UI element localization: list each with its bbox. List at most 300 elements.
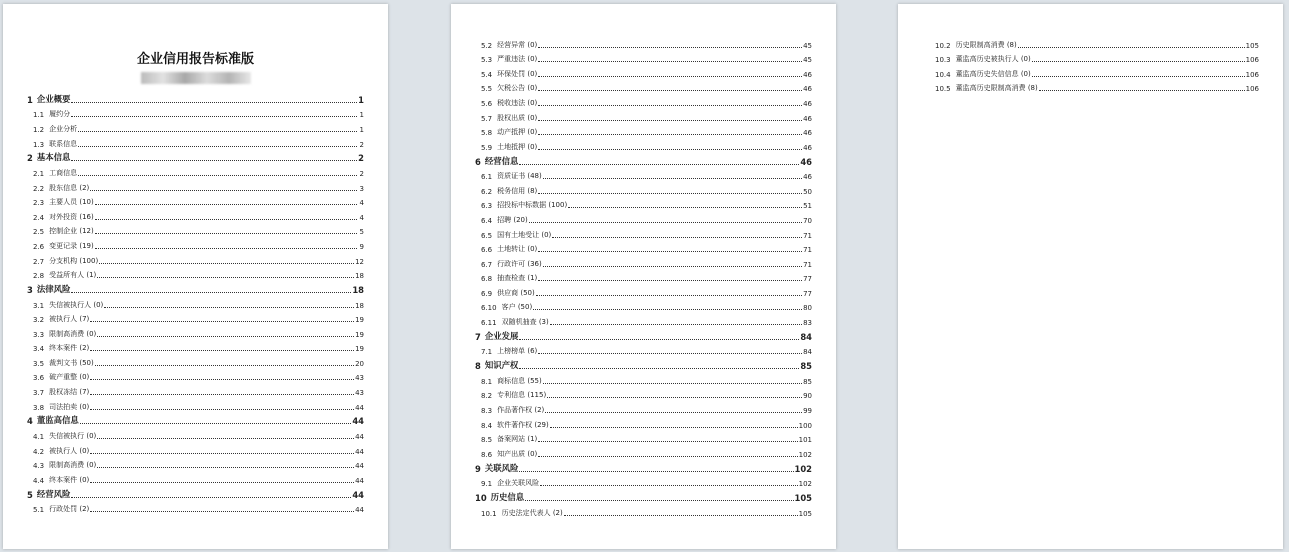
dot-leader [538, 90, 802, 91]
toc-entry-number: 5.1 [33, 506, 45, 515]
dot-leader [538, 251, 802, 252]
toc-entry-number: 2 [27, 153, 33, 164]
toc-page-number: 44 [355, 447, 364, 456]
toc-entry-number: 9.1 [481, 480, 493, 489]
document-page-3 [898, 4, 1283, 549]
toc-page-number: 84 [803, 348, 812, 357]
toc-page-number: 2 [359, 140, 364, 149]
toc-page-number: 2 [359, 169, 364, 178]
table-of-contents [475, 35, 812, 518]
toc-entry[interactable] [475, 342, 812, 357]
dot-leader [538, 105, 802, 106]
toc-entry-label: 主要人员 (10) [49, 198, 94, 207]
dot-leader [71, 116, 357, 117]
dot-leader [543, 383, 802, 384]
toc-entry-number: 6.7 [481, 260, 493, 269]
toc-entry[interactable] [475, 400, 812, 415]
toc-page-number: 80 [803, 304, 812, 313]
toc-page-number: 46 [803, 173, 812, 182]
toc-entry-number: 3 [27, 284, 33, 295]
toc-entry-number: 2.3 [33, 199, 45, 208]
toc-entry[interactable] [27, 324, 364, 339]
toc-entry-label: 企业关联风险 [497, 479, 540, 488]
toc-entry-number: 6.10 [481, 304, 497, 313]
toc-entry-label: 税收违法 (0) [497, 98, 538, 107]
table-of-contents [27, 90, 364, 514]
dot-leader [519, 368, 799, 369]
toc-page-number: 45 [803, 56, 812, 65]
toc-entry-number: 8.3 [481, 407, 493, 416]
toc-entry-label: 企业分析 [49, 124, 78, 133]
toc-entry-number: 1.2 [33, 125, 45, 134]
toc-entry-label: 基本信息 [36, 152, 71, 163]
toc-entry[interactable] [475, 254, 812, 269]
report-title: 企业信用报告标准版 [136, 52, 254, 67]
toc-entry[interactable] [929, 50, 1259, 65]
toc-entry[interactable] [475, 269, 812, 284]
toc-page-number: 19 [355, 316, 364, 325]
dot-leader [550, 324, 802, 325]
toc-entry-label: 抽查检查 (1) [497, 274, 538, 283]
toc-page-number: 83 [803, 319, 812, 328]
toc-entry-number: 4.2 [33, 447, 45, 456]
dot-leader [543, 178, 802, 179]
document-page-2 [451, 4, 836, 549]
dot-leader [550, 427, 798, 428]
toc-entry[interactable] [27, 178, 364, 193]
toc-page-number: 45 [803, 41, 812, 50]
toc-entry-number: 3.2 [33, 316, 45, 325]
toc-entry[interactable] [475, 474, 812, 489]
dot-leader [71, 292, 351, 293]
toc-page-number: 18 [355, 272, 364, 281]
redacted-company-name [141, 72, 251, 84]
toc-entry-label: 严重违法 (0) [497, 55, 538, 64]
toc-entry[interactable] [27, 295, 364, 310]
toc-entry-label: 终本案件 (0) [49, 475, 90, 484]
toc-page-number: 19 [355, 345, 364, 354]
toc-entry-number: 7 [475, 331, 481, 342]
toc-entry[interactable] [475, 283, 812, 298]
dot-leader [552, 237, 802, 238]
toc-entry-number: 4.3 [33, 462, 45, 471]
toc-page-number: 50 [803, 187, 812, 196]
toc-page-number: 44 [355, 476, 364, 485]
dot-leader [71, 102, 357, 103]
toc-page-number: 43 [355, 389, 364, 398]
toc-entry-number: 5.2 [481, 41, 493, 50]
toc-entry[interactable] [27, 310, 364, 325]
dot-leader [78, 146, 357, 147]
dot-leader [95, 248, 357, 249]
toc-entry-number: 2.4 [33, 213, 45, 222]
toc-entry-number: 5.3 [481, 56, 493, 65]
toc-entry[interactable] [27, 500, 364, 515]
toc-entry-label: 限制高消费 (0) [49, 329, 97, 338]
document-page-1 [3, 4, 388, 549]
dot-leader [90, 379, 354, 380]
toc-page-number: 99 [803, 407, 812, 416]
toc-page-number: 1 [358, 94, 364, 105]
toc-entry-label: 历史法定代表人 (2) [501, 508, 563, 517]
toc-page-number: 18 [355, 301, 364, 310]
toc-entry-label: 破产重整 (0) [49, 373, 90, 382]
dot-leader [538, 353, 802, 354]
toc-entry-number: 3.7 [33, 389, 45, 398]
toc-entry-number: 5.7 [481, 114, 493, 123]
toc-page-number: 44 [355, 433, 364, 442]
toc-entry[interactable] [929, 64, 1259, 79]
toc-entry-number: 6 [475, 156, 481, 167]
dot-leader [564, 515, 798, 516]
toc-page-number: 19 [355, 330, 364, 339]
toc-entry[interactable] [27, 426, 364, 441]
toc-entry-label: 司法拍卖 (0) [49, 402, 90, 411]
dot-leader [538, 456, 797, 457]
toc-page-number: 105 [798, 509, 812, 518]
toc-page-number: 84 [800, 331, 812, 342]
toc-entry-label: 行政许可 (36) [497, 259, 542, 268]
dot-leader [519, 164, 799, 165]
dot-leader [538, 149, 802, 150]
toc-entry[interactable] [475, 35, 812, 50]
toc-entry[interactable] [27, 193, 364, 208]
toc-entry[interactable] [475, 93, 812, 108]
dot-leader [545, 412, 802, 413]
toc-entry[interactable] [475, 298, 812, 313]
toc-entry-number: 10 [475, 493, 487, 504]
toc-entry[interactable] [27, 105, 364, 120]
dot-leader [519, 471, 793, 472]
toc-entry-number: 2.2 [33, 184, 45, 193]
toc-entry[interactable] [475, 181, 812, 196]
toc-entry-label: 股权冻结 (7) [49, 388, 90, 397]
toc-entry-label: 限制高消费 (0) [49, 461, 97, 470]
toc-page-number: 105 [794, 493, 812, 504]
table-of-contents [929, 35, 1259, 93]
dot-leader [547, 397, 802, 398]
toc-section-heading[interactable] [27, 412, 364, 427]
toc-section-heading[interactable] [27, 149, 364, 164]
toc-entry[interactable] [475, 240, 812, 255]
toc-entry-label: 终本案件 (2) [49, 344, 90, 353]
toc-entry-number: 3.8 [33, 403, 45, 412]
toc-entry-number: 6.8 [481, 275, 493, 284]
toc-entry[interactable] [475, 503, 812, 518]
toc-entry-number: 3.5 [33, 359, 45, 368]
toc-entry[interactable] [475, 64, 812, 79]
dot-leader [1018, 47, 1245, 48]
dot-leader [533, 309, 802, 310]
toc-section-heading[interactable] [475, 488, 812, 503]
dot-leader [538, 120, 802, 121]
dot-leader [543, 266, 802, 267]
toc-entry[interactable] [475, 79, 812, 94]
toc-entry-label: 工商信息 [49, 168, 78, 177]
dot-leader [95, 365, 354, 366]
toc-entry-number: 5 [27, 489, 33, 500]
toc-page-number: 18 [352, 284, 364, 295]
dot-leader [97, 336, 354, 337]
dot-leader [104, 307, 354, 308]
toc-entry-label: 董监高历史被执行人 (0) [955, 55, 1031, 64]
dot-leader [78, 131, 357, 132]
toc-entry[interactable] [475, 415, 812, 430]
toc-entry[interactable] [475, 50, 812, 65]
toc-page-number: 77 [803, 275, 812, 284]
toc-entry[interactable] [929, 35, 1259, 50]
toc-section-heading[interactable] [27, 90, 364, 105]
toc-entry[interactable] [475, 108, 812, 123]
toc-entry-label: 联系信息 [49, 139, 78, 148]
toc-entry[interactable] [475, 430, 812, 445]
dot-leader [97, 438, 354, 439]
toc-entry-number: 6.9 [481, 289, 493, 298]
dot-leader [90, 511, 354, 512]
toc-entry-number: 2.5 [33, 228, 45, 237]
toc-page-number: 46 [803, 129, 812, 138]
toc-page-number: 5 [359, 228, 364, 237]
toc-entry-label: 国有土地受让 (0) [497, 230, 552, 239]
dot-leader [90, 394, 354, 395]
toc-page-number: 71 [803, 231, 812, 240]
toc-entry-label: 控制企业 (12) [49, 227, 94, 236]
toc-entry[interactable] [27, 236, 364, 251]
toc-entry-label: 备案网站 (1) [497, 435, 538, 444]
toc-entry[interactable] [27, 266, 364, 281]
toc-page-number: 85 [803, 377, 812, 386]
toc-entry-label: 软件著作权 (29) [497, 420, 549, 429]
toc-entry-number: 10.5 [935, 85, 951, 94]
dot-leader [90, 190, 357, 191]
toc-entry-label: 法律风险 [36, 283, 71, 294]
dot-leader [1032, 61, 1245, 62]
toc-entry[interactable] [27, 163, 364, 178]
toc-section-heading[interactable] [475, 327, 812, 342]
toc-page-number: 71 [803, 246, 812, 255]
toc-entry[interactable] [27, 456, 364, 471]
toc-entry[interactable] [475, 167, 812, 182]
toc-entry-label: 知识产权 [484, 360, 519, 371]
toc-entry[interactable] [27, 441, 364, 456]
toc-section-heading[interactable] [27, 485, 364, 500]
toc-entry-label: 供应商 (50) [497, 288, 535, 297]
toc-entry-label: 经营信息 [484, 155, 519, 166]
dot-leader [540, 485, 797, 486]
dot-leader [90, 482, 354, 483]
toc-entry-label: 历史限制高消费 (8) [955, 40, 1017, 49]
toc-page-number: 106 [1245, 85, 1259, 94]
toc-entry-label: 董监高信息 [36, 415, 79, 426]
toc-entry-label: 被执行人 (7) [49, 315, 90, 324]
toc-entry-number: 8.4 [481, 421, 493, 430]
toc-entry-label: 上榜榜单 (6) [497, 347, 538, 356]
toc-entry[interactable] [27, 339, 364, 354]
toc-entry[interactable] [27, 119, 364, 134]
toc-entry-number: 10.1 [481, 509, 497, 518]
toc-entry[interactable] [27, 222, 364, 237]
toc-entry-label: 失信被执行人 (0) [49, 300, 104, 309]
toc-entry-number: 5.9 [481, 143, 493, 152]
toc-entry[interactable] [475, 210, 812, 225]
toc-entry[interactable] [27, 470, 364, 485]
toc-page-number: 71 [803, 260, 812, 269]
toc-entry[interactable] [27, 251, 364, 266]
dot-leader [538, 280, 802, 281]
toc-page-number: 9 [359, 242, 364, 251]
toc-page-number: 85 [800, 361, 812, 372]
toc-entry[interactable] [475, 225, 812, 240]
dot-leader [529, 222, 802, 223]
toc-section-heading[interactable] [27, 280, 364, 295]
toc-page-number: 1 [359, 125, 364, 134]
toc-entry-label: 股权出质 (0) [497, 113, 538, 122]
toc-entry-number: 8 [475, 361, 481, 372]
toc-entry-label: 变更记录 (19) [49, 241, 94, 250]
dot-leader [97, 467, 354, 468]
toc-page-number: 102 [798, 480, 812, 489]
toc-entry-label: 经营异常 (0) [497, 40, 538, 49]
toc-entry-number: 6.11 [481, 319, 497, 328]
toc-entry-label: 资质证书 (48) [497, 172, 542, 181]
dot-leader [1039, 90, 1245, 91]
toc-entry-number: 8.5 [481, 436, 493, 445]
toc-page-number: 100 [798, 421, 812, 430]
toc-entry-number: 6.1 [481, 173, 493, 182]
toc-entry-number: 3.3 [33, 330, 45, 339]
toc-entry-number: 3.4 [33, 345, 45, 354]
toc-page-number: 43 [355, 374, 364, 383]
toc-page-number: 44 [352, 489, 364, 500]
toc-page-number: 44 [355, 462, 364, 471]
toc-entry-number: 5.8 [481, 129, 493, 138]
toc-entry-label: 招聘 (20) [497, 215, 528, 224]
toc-section-heading[interactable] [475, 152, 812, 167]
toc-entry[interactable] [27, 368, 364, 383]
toc-entry[interactable] [27, 353, 364, 368]
toc-entry-label: 动产抵押 (0) [497, 128, 538, 137]
dot-leader [95, 233, 357, 234]
toc-section-heading[interactable] [475, 459, 812, 474]
toc-entry-number: 5.4 [481, 70, 493, 79]
dot-leader [90, 350, 354, 351]
toc-page-number: 44 [352, 416, 364, 427]
toc-page-number: 51 [803, 202, 812, 211]
toc-page-number: 90 [803, 392, 812, 401]
toc-entry[interactable] [475, 137, 812, 152]
toc-entry-label: 董监高历史失信信息 (0) [955, 69, 1031, 78]
toc-page-number: 46 [800, 156, 812, 167]
toc-entry[interactable] [475, 312, 812, 327]
toc-entry-number: 1 [27, 94, 33, 105]
toc-entry-number: 2.6 [33, 242, 45, 251]
dot-leader [95, 219, 357, 220]
toc-entry[interactable] [929, 79, 1259, 94]
toc-entry-label: 股东信息 (2) [49, 183, 90, 192]
toc-entry-label: 对外投资 (16) [49, 212, 94, 221]
toc-entry-number: 1.3 [33, 140, 45, 149]
toc-entry-number: 5.5 [481, 85, 493, 94]
dot-leader [71, 497, 351, 498]
toc-entry-number: 5.6 [481, 99, 493, 108]
toc-entry-number: 6.5 [481, 231, 493, 240]
toc-entry-number: 6.2 [481, 187, 493, 196]
toc-page-number: 46 [803, 114, 812, 123]
dot-leader [71, 160, 357, 161]
toc-entry-number: 8.1 [481, 377, 493, 386]
toc-entry-label: 被执行人 (0) [49, 446, 90, 455]
toc-entry-label: 双随机抽查 (3) [501, 318, 549, 327]
toc-page-number: 44 [355, 403, 364, 412]
toc-entry-number: 2.1 [33, 169, 45, 178]
dot-leader [538, 441, 797, 442]
toc-entry-label: 税务信用 (8) [497, 186, 538, 195]
toc-entry-label: 企业概要 [36, 93, 71, 104]
toc-entry[interactable] [27, 134, 364, 149]
toc-page-number: 20 [355, 359, 364, 368]
toc-entry[interactable] [475, 196, 812, 211]
dot-leader [538, 47, 802, 48]
toc-entry-label: 土地转让 (0) [497, 245, 538, 254]
toc-entry-label: 环保处罚 (0) [497, 69, 538, 78]
dot-leader [90, 409, 354, 410]
toc-page-number: 2 [358, 153, 364, 164]
toc-entry[interactable] [475, 444, 812, 459]
dot-leader [90, 453, 354, 454]
toc-page-number: 70 [803, 216, 812, 225]
toc-entry-label: 行政处罚 (2) [49, 505, 90, 514]
toc-entry[interactable] [27, 397, 364, 412]
toc-entry-label: 历史信息 [490, 492, 525, 503]
dot-leader [519, 339, 799, 340]
toc-page-number: 106 [1245, 70, 1259, 79]
toc-entry-number: 3.1 [33, 301, 45, 310]
dot-leader [95, 204, 357, 205]
toc-page-number: 46 [803, 143, 812, 152]
toc-entry-label: 裁判文书 (50) [49, 358, 94, 367]
toc-entry-number: 4.4 [33, 476, 45, 485]
toc-entry-label: 商标信息 (55) [497, 376, 542, 385]
toc-entry-label: 履约分 [49, 110, 71, 119]
toc-page-number: 77 [803, 289, 812, 298]
toc-entry-label: 客户 (50) [501, 303, 533, 312]
toc-entry[interactable] [27, 207, 364, 222]
toc-entry-number: 6.6 [481, 246, 493, 255]
toc-entry-label: 关联风险 [484, 462, 519, 473]
toc-entry[interactable] [475, 371, 812, 386]
toc-entry-number: 2.8 [33, 272, 45, 281]
toc-entry-number: 4 [27, 416, 33, 427]
toc-page-number: 102 [798, 450, 812, 459]
toc-entry[interactable] [475, 123, 812, 138]
dot-leader [80, 423, 352, 424]
toc-entry-label: 欠税公告 (0) [497, 84, 538, 93]
toc-page-number: 101 [798, 436, 812, 445]
toc-entry[interactable] [475, 386, 812, 401]
toc-entry-label: 土地抵押 (0) [497, 142, 538, 151]
toc-section-heading[interactable] [475, 356, 812, 371]
toc-page-number: 44 [355, 506, 364, 515]
dot-leader [538, 76, 802, 77]
toc-page-number: 4 [359, 213, 364, 222]
toc-page-number: 1 [359, 111, 364, 120]
toc-entry-label: 失信被执行 (0) [49, 432, 97, 441]
toc-entry-label: 分支机构 (100) [49, 256, 99, 265]
toc-entry-number: 1.1 [33, 111, 45, 120]
toc-entry-number: 2.7 [33, 257, 45, 266]
toc-entry-label: 受益所有人 (1) [49, 271, 97, 280]
toc-entry[interactable] [27, 382, 364, 397]
